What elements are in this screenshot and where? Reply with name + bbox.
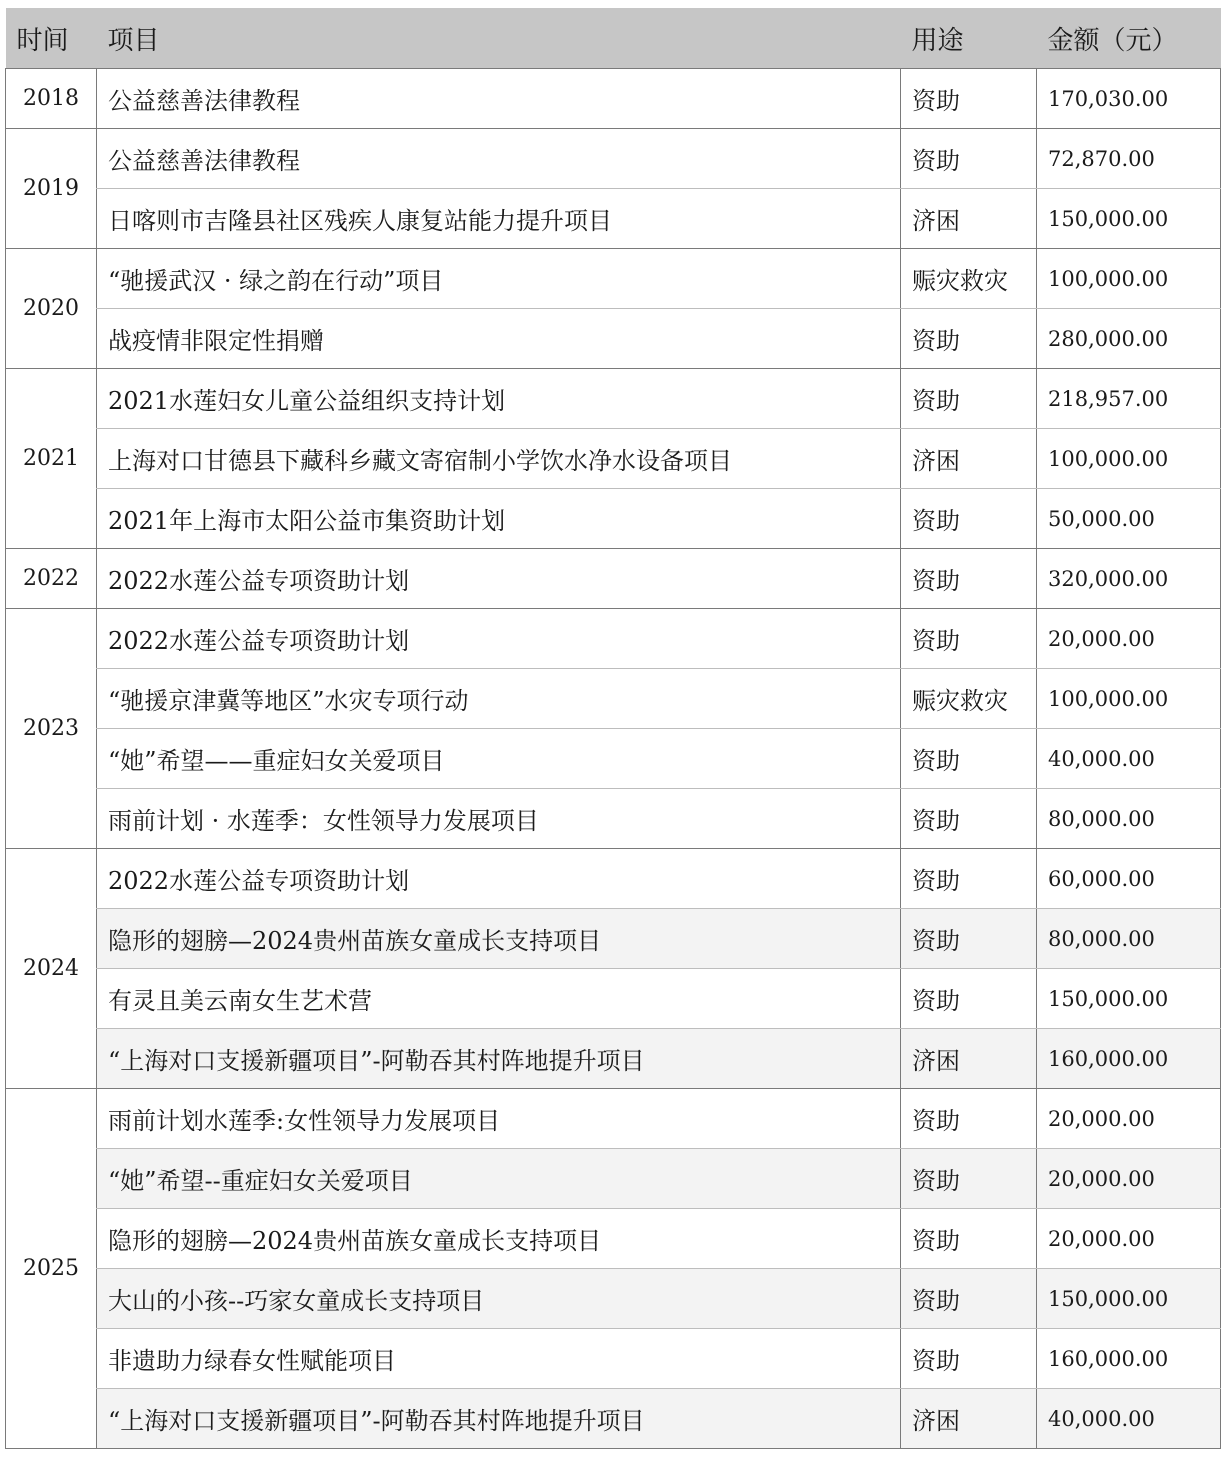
amount-cell: 40,000.00 [1037,729,1221,789]
table-row [6,909,1221,969]
usage-cell: 济困 [901,1029,1037,1089]
usage-cell: 资助 [901,1269,1037,1329]
amount-cell: 40,000.00 [1037,1389,1221,1449]
amount-cell: 20,000.00 [1037,1149,1221,1209]
table-row [6,249,1221,309]
project-cell: 公益慈善法律教程 [97,69,901,129]
amount-cell: 150,000.00 [1037,189,1221,249]
table-header-row [6,8,1221,69]
year-cell: 2021 [6,369,97,549]
amount-cell: 100,000.00 [1037,249,1221,309]
usage-cell: 资助 [901,1149,1037,1209]
table-row [6,609,1221,669]
project-cell: 2021水莲妇女儿童公益组织支持计划 [97,369,901,429]
year-cell: 2020 [6,249,97,369]
header-usage: 用途 [901,8,1037,69]
year-cell: 2024 [6,849,97,1089]
year-cell: 2022 [6,549,97,609]
usage-cell: 赈灾救灾 [901,669,1037,729]
project-cell: 2021年上海市太阳公益市集资助计划 [97,489,901,549]
table-row [6,789,1221,849]
project-cell: “上海对口支援新疆项目”-阿勒吞其村阵地提升项目 [97,1029,901,1089]
table-row [6,669,1221,729]
project-cell: 隐形的翅膀—2024贵州苗族女童成长支持项目 [97,909,901,969]
amount-cell: 280,000.00 [1037,309,1221,369]
table-row [6,729,1221,789]
usage-cell: 资助 [901,489,1037,549]
usage-cell: 资助 [901,729,1037,789]
project-cell: 2022水莲公益专项资助计划 [97,609,901,669]
project-cell: 非遗助力绿春女性赋能项目 [97,1329,901,1389]
amount-cell: 150,000.00 [1037,969,1221,1029]
table-row [6,1149,1221,1209]
usage-cell: 资助 [901,69,1037,129]
project-cell: “上海对口支援新疆项目”-阿勒吞其村阵地提升项目 [97,1389,901,1449]
usage-cell: 济困 [901,189,1037,249]
usage-cell: 资助 [901,609,1037,669]
year-cell: 2025 [6,1089,97,1449]
header-amount: 金额（元） [1037,8,1221,69]
usage-cell: 济困 [901,1389,1037,1449]
amount-cell: 218,957.00 [1037,369,1221,429]
project-cell: 日喀则市吉隆县社区残疾人康复站能力提升项目 [97,189,901,249]
project-cell: 上海对口甘德县下藏科乡藏文寄宿制小学饮水净水设备项目 [97,429,901,489]
usage-cell: 资助 [901,369,1037,429]
amount-cell: 150,000.00 [1037,1269,1221,1329]
project-cell: 隐形的翅膀—2024贵州苗族女童成长支持项目 [97,1209,901,1269]
amount-cell: 20,000.00 [1037,609,1221,669]
project-cell: “驰援武汉 · 绿之韵在行动”项目 [97,249,901,309]
project-cell: 大山的小孩--巧家女童成长支持项目 [97,1269,901,1329]
usage-cell: 资助 [901,1209,1037,1269]
table-row [6,1389,1221,1449]
amount-cell: 160,000.00 [1037,1029,1221,1089]
project-cell: “驰援京津冀等地区”水灾专项行动 [97,669,901,729]
amount-cell: 100,000.00 [1037,429,1221,489]
usage-cell: 济困 [901,429,1037,489]
usage-cell: 资助 [901,969,1037,1029]
table-row [6,1029,1221,1089]
usage-cell: 资助 [901,789,1037,849]
usage-cell: 资助 [901,549,1037,609]
table-row [6,69,1221,129]
year-cell: 2023 [6,609,97,849]
donation-table [5,8,1221,1449]
amount-cell: 20,000.00 [1037,1089,1221,1149]
amount-cell: 60,000.00 [1037,849,1221,909]
project-cell: 2022水莲公益专项资助计划 [97,549,901,609]
project-cell: 2022水莲公益专项资助计划 [97,849,901,909]
amount-cell: 170,030.00 [1037,69,1221,129]
table-row [6,1209,1221,1269]
amount-cell: 320,000.00 [1037,549,1221,609]
project-cell: 战疫情非限定性捐赠 [97,309,901,369]
usage-cell: 资助 [901,909,1037,969]
table-row [6,969,1221,1029]
usage-cell: 资助 [901,1329,1037,1389]
usage-cell: 资助 [901,1089,1037,1149]
header-project: 项目 [97,8,901,69]
project-cell: “她”希望——重症妇女关爱项目 [97,729,901,789]
table-row [6,849,1221,909]
table-row [6,429,1221,489]
project-cell: 雨前计划水莲季:女性领导力发展项目 [97,1089,901,1149]
project-cell: 雨前计划 · 水莲季：女性领导力发展项目 [97,789,901,849]
table-body [6,69,1221,1449]
amount-cell: 50,000.00 [1037,489,1221,549]
project-cell: “她”希望--重症妇女关爱项目 [97,1149,901,1209]
year-cell: 2019 [6,129,97,249]
project-cell: 公益慈善法律教程 [97,129,901,189]
usage-cell: 资助 [901,849,1037,909]
table-row [6,1089,1221,1149]
amount-cell: 20,000.00 [1037,1209,1221,1269]
year-cell: 2018 [6,69,97,129]
usage-cell: 资助 [901,129,1037,189]
table-row [6,309,1221,369]
table-row [6,369,1221,429]
amount-cell: 80,000.00 [1037,789,1221,849]
amount-cell: 72,870.00 [1037,129,1221,189]
header-year: 时间 [6,8,97,69]
table-row [6,1329,1221,1389]
usage-cell: 资助 [901,309,1037,369]
table-row [6,1269,1221,1329]
table-row [6,129,1221,189]
amount-cell: 100,000.00 [1037,669,1221,729]
amount-cell: 160,000.00 [1037,1329,1221,1389]
table-row [6,189,1221,249]
table-row [6,549,1221,609]
table-row [6,489,1221,549]
project-cell: 有灵且美云南女生艺术营 [97,969,901,1029]
usage-cell: 赈灾救灾 [901,249,1037,309]
amount-cell: 80,000.00 [1037,909,1221,969]
